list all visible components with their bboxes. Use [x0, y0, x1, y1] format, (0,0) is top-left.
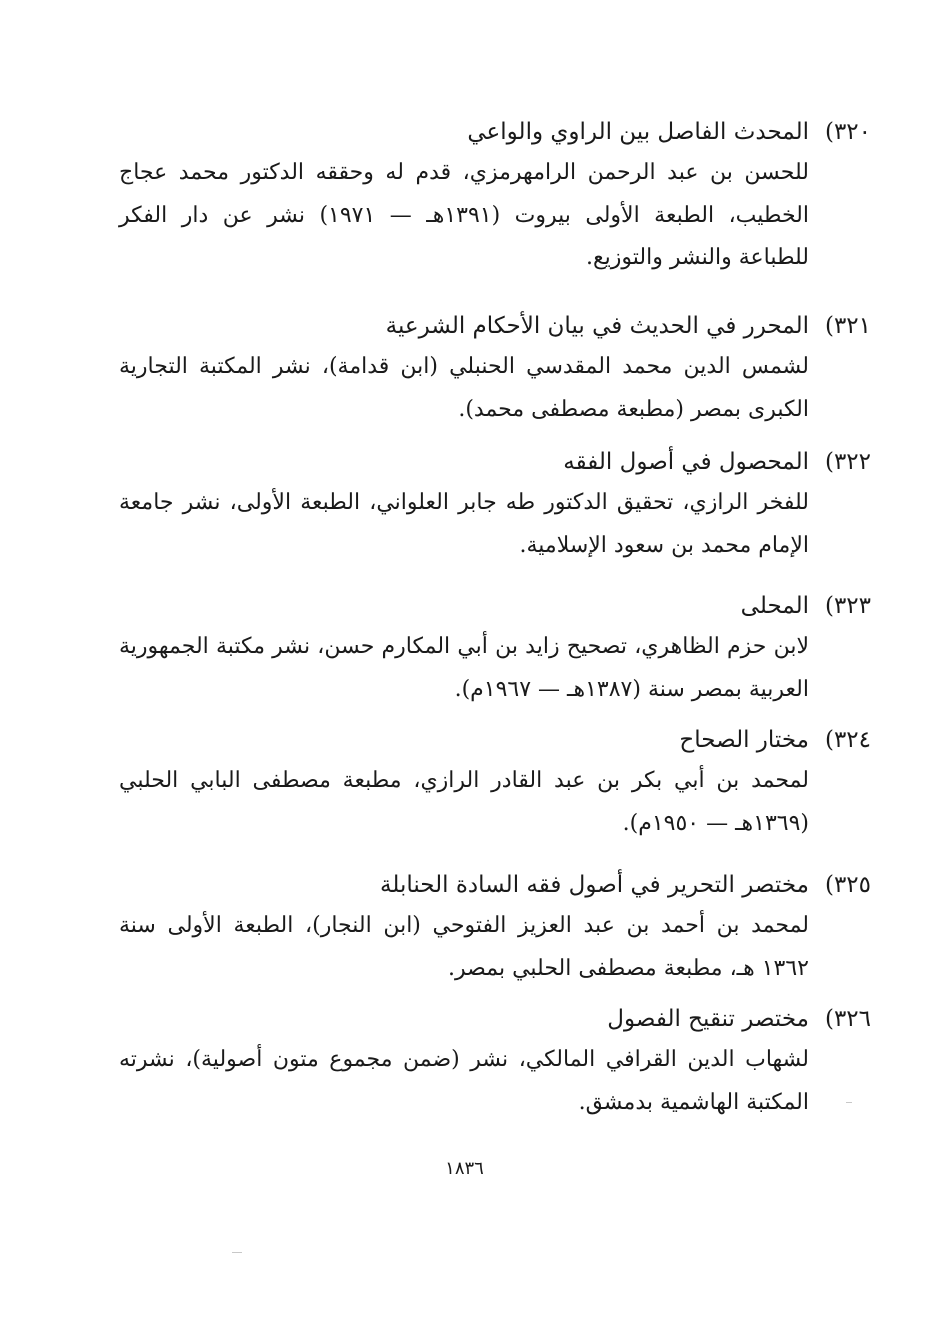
- bibliography-entry-321: [119, 306, 871, 431]
- entry-description: لشهاب الدين القرافي المالكي، نشر (ضمن مجموع متون أصولية)، نشرته المكتبة الهاشمية بدمشق.: [119, 1047, 809, 1115]
- scan-speck: [232, 1252, 242, 1253]
- entry-description: لمحمد بن أحمد بن عبد العزيز الفتوحي (ابن النجار)، الطبعة الأولى سنة ١٣٦٢ هـ، مطبعة مصطفى الحلبي بمصر.: [119, 913, 809, 981]
- entry-number: ٣٢٥): [824, 872, 871, 898]
- entry-heading: [119, 112, 871, 152]
- entry-number: ٣٢٣): [824, 593, 871, 619]
- bibliography-entry-325: [119, 865, 871, 990]
- entry-number: ٣٢١): [824, 313, 871, 339]
- entry-title: مختصر التحرير في أصول فقه السادة الحنابلة: [380, 872, 809, 898]
- entry-heading: [119, 865, 871, 905]
- entry-description: لمحمد بن أبي بكر بن عبد القادر الرازي، مطبعة مصطفى البابي الحلبي (١٣٦٩هـ — ١٩٥٠م).: [119, 768, 809, 836]
- entry-title: المحصول في أصول الفقه: [563, 449, 809, 475]
- entry-description: للحسن بن عبد الرحمن الرامهرمزي، قدم له وحققه الدكتور محمد عجاج الخطيب، الطبعة الأولى بيروت (١٣٩١هـ — ١٩٧١) نشر عن دار الفكر للطباعة والنشر والتوزيع.: [119, 160, 809, 270]
- bibliography-entry-324: [119, 720, 871, 845]
- entry-description: لشمس الدين محمد المقدسي الحنبلي (ابن قدامة)، نشر المكتبة التجارية الكبرى بمصر (مطبعة مصطفى محمد).: [119, 354, 809, 422]
- entry-heading: [119, 442, 871, 482]
- entry-heading: [119, 999, 871, 1039]
- bibliography-entry-320: [119, 112, 871, 280]
- entry-title: مختصر تنقيح الفصول: [607, 1006, 809, 1032]
- entry-title: المحدث الفاصل بين الراوي والواعي: [467, 119, 809, 145]
- bibliography-entry-326: [119, 999, 871, 1124]
- bibliography-entry-322: [119, 442, 871, 567]
- entry-number: ٣٢٦): [824, 1006, 871, 1032]
- entry-number: ٣٢٠): [824, 119, 871, 145]
- entry-heading: [119, 720, 871, 760]
- bibliography-entry-323: [119, 586, 871, 711]
- entry-title: مختار الصحاح: [679, 727, 809, 753]
- entry-description: لابن حزم الظاهري، تصحيح زايد بن أبي المكارم حسن، نشر مكتبة الجمهورية العربية بمصر سنة (١٣٨٧هـ — ١٩٦٧م).: [119, 634, 809, 702]
- entry-title: المحلى: [740, 593, 809, 619]
- scan-speck: [846, 1102, 852, 1103]
- entry-heading: [119, 306, 871, 346]
- entry-number: ٣٢٢): [824, 449, 871, 475]
- entry-title: المحرر في الحديث في بيان الأحكام الشرعية: [385, 313, 809, 339]
- page-number: ١٨٣٦: [445, 1158, 484, 1179]
- entry-description: للفخر الرازي، تحقيق الدكتور طه جابر العلواني، الطبعة الأولى، نشر جامعة الإمام محمد بن سعود الإسلامية.: [119, 490, 809, 558]
- entry-heading: [119, 586, 871, 626]
- entry-number: ٣٢٤): [824, 727, 871, 753]
